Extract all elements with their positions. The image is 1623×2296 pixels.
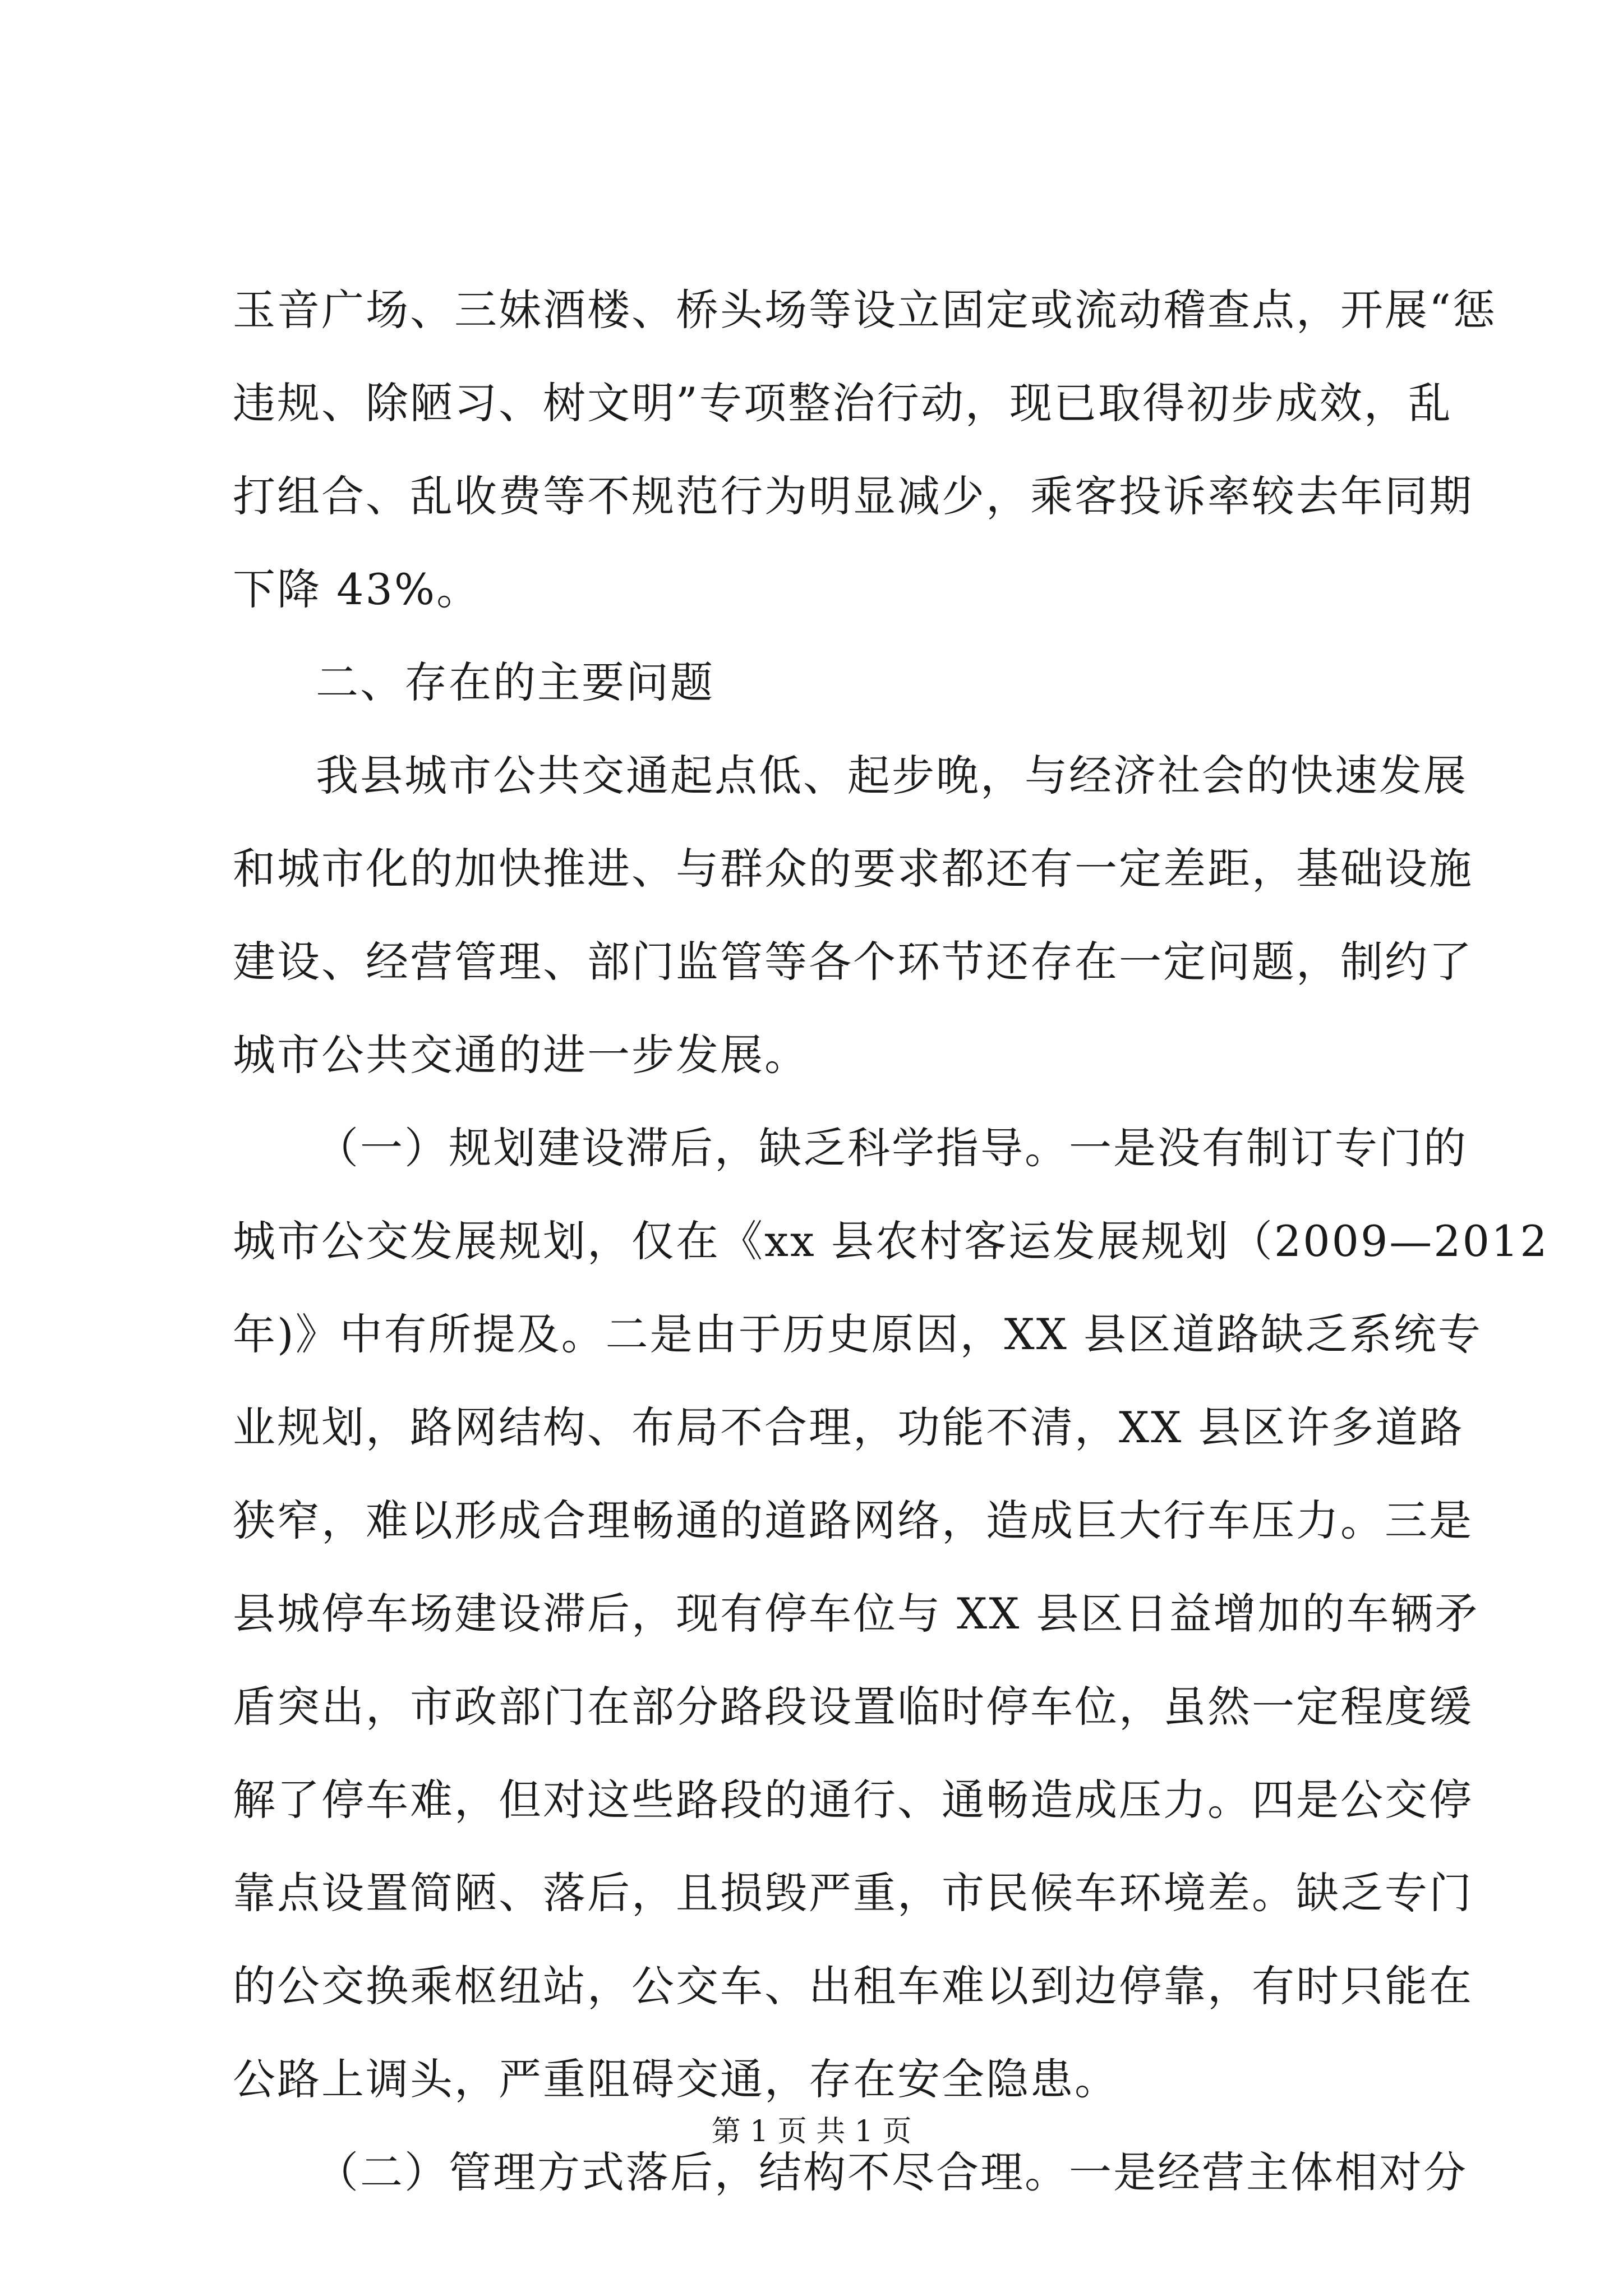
paragraph-line: 解了停车难，但对这些路段的通行、通畅造成压力。四是公交停: [233, 1775, 1473, 1825]
paragraph-line: 城市公交发展规划，仅在《xx 县农村客运发展规划（2009—2012: [233, 1216, 1549, 1266]
paragraph-line: 违规、除陋习、树文明”专项整治行动，现已取得初步成效，乱: [233, 378, 1453, 428]
paragraph-line: 业规划，路网结构、布局不合理，功能不清，XX 县区许多道路: [233, 1402, 1464, 1452]
paragraph-line: 公路上调头，严重阻碍交通，存在安全隐患。: [233, 2054, 1119, 2104]
section-heading: 二、存在的主要问题: [316, 657, 714, 707]
page-footer: 第 1 页 共 1 页: [711, 2115, 912, 2148]
paragraph-line: 城市公共交通的进一步发展。: [233, 1030, 809, 1080]
paragraph-line: （一）规划建设滞后，缺乏科学指导。一是没有制订专门的: [316, 1123, 1468, 1173]
paragraph-line: 的公交换乘枢纽站，公交车、出租车难以到边停靠，有时只能在: [233, 1961, 1473, 2011]
paragraph-line: 年)》中有所提及。二是由于历史原因，XX 县区道路缺乏系统专: [233, 1309, 1483, 1359]
paragraph-line: 打组合、乱收费等不规范行为明显减少，乘客投诉率较去年同期: [233, 471, 1473, 521]
paragraph-line: 县城停车场建设滞后，现有停车位与 XX 县区日益增加的车辆矛: [233, 1589, 1479, 1639]
paragraph-line: 我县城市公共交通起点低、起步晚，与经济社会的快速发展: [316, 751, 1468, 800]
paragraph-line: 和城市化的加快推进、与群众的要求都还有一定差距，基础设施: [233, 844, 1473, 894]
paragraph-line: 盾突出，市政部门在部分路段设置临时停车位，虽然一定程度缓: [233, 1682, 1473, 1732]
paragraph-line: （二）管理方式落后，结构不尽合理。一是经营主体相对分: [316, 2147, 1468, 2197]
paragraph-line: 玉音广场、三妹酒楼、桥头场等设立固定或流动稽查点，开展“惩: [233, 285, 1497, 335]
paragraph-line: 下降 43%。: [233, 564, 481, 614]
paragraph-line: 狭窄，难以形成合理畅通的道路网络，造成巨大行车压力。三是: [233, 1496, 1473, 1545]
paragraph-line: 建设、经营管理、部门监管等各个环节还存在一定问题，制约了: [233, 937, 1473, 987]
document-body: [233, 264, 1549, 2219]
paragraph-line: 靠点设置简陋、落后，且损毁严重，市民候车环境差。缺乏专门: [233, 1868, 1473, 1918]
